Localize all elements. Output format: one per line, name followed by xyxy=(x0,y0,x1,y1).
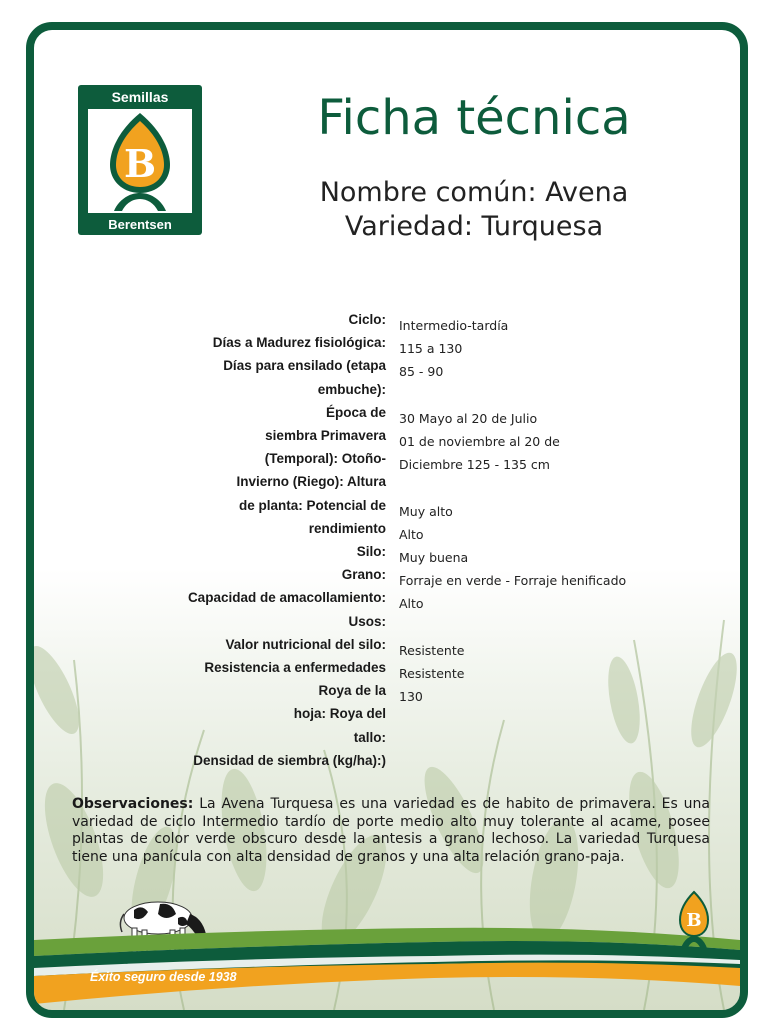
spec-label: Usos: xyxy=(348,613,386,629)
spec-value: Muy alto xyxy=(399,503,453,519)
spec-label: Resistencia a enfermedades xyxy=(204,660,386,676)
semillas-berentsen-logo xyxy=(78,85,202,235)
spec-value: 85 - 90 xyxy=(399,364,444,380)
spec-value xyxy=(399,476,679,499)
spec-value xyxy=(399,616,679,639)
spec-label: Días para ensilado (etapa embuche): xyxy=(223,358,386,397)
spec-label: hoja: Roya del xyxy=(293,706,386,722)
spec-value: Diciembre 125 - 135 cm xyxy=(399,457,550,473)
document-frame xyxy=(26,22,748,1018)
small-logo-letter: B xyxy=(686,910,702,931)
spec-label: Días a Madurez fisiológica: xyxy=(212,335,386,351)
spec-value: Muy buena xyxy=(399,550,469,566)
logo-emblem xyxy=(88,109,192,213)
spec-value: 01 de noviembre al 20 de xyxy=(399,434,560,450)
spec-value: Alto xyxy=(399,596,424,612)
spec-label: Grano: xyxy=(341,567,386,583)
observations-text: La Avena Turquesa es una variedad es de habito de primavera. Es una variedad de ciclo Intermedio tardío de porte medio alto muy tolerante al acame, posee plantas de color verde obscuro desde la antesis a grano lechoso. La variedad Turquesa tiene una panícula con alta densidad de granos y una alta relación grano-paja. xyxy=(72,796,710,865)
spec-value: Intermedio-tardía xyxy=(399,318,509,333)
spec-label: Capacidad de amacollamiento: xyxy=(187,590,386,606)
spec-value: Alto xyxy=(399,526,424,542)
footer-swoosh xyxy=(34,880,740,1010)
footer-slogan: Éxito seguro desde 1938 xyxy=(90,970,237,984)
observations-label: Observaciones: xyxy=(72,796,194,812)
berentsen-leaf-logo xyxy=(676,890,712,954)
variety-name: Variedad: Turquesa xyxy=(344,211,604,242)
spec-labels xyxy=(164,308,386,772)
spec-label: siembra Primavera xyxy=(265,428,386,444)
leaf-b-icon xyxy=(88,109,192,213)
spec-label: rendimiento xyxy=(308,520,386,536)
page-title: Ficha técnica xyxy=(317,90,631,146)
spec-values xyxy=(399,314,679,708)
spec-label: Silo: xyxy=(356,544,386,560)
spec-label: Roya de la xyxy=(318,683,386,699)
logo-top-text: Semillas xyxy=(111,89,169,105)
logo-letter: B xyxy=(123,141,157,186)
spec-value: Resistente xyxy=(399,642,465,658)
spec-value: 130 xyxy=(399,689,423,705)
spec-value: Resistente xyxy=(399,666,465,682)
spec-label: Densidad de siembra (kg/ha):) xyxy=(193,752,386,768)
spec-value xyxy=(399,384,679,407)
spec-value: 30 Mayo al 20 de Julio xyxy=(399,410,538,426)
spec-value: Forraje en verde - Forraje henificado xyxy=(399,573,627,589)
spec-label: (Temporal): Otoño- xyxy=(264,451,386,467)
spec-label: Época de xyxy=(325,404,386,420)
observations-paragraph xyxy=(72,796,710,866)
spec-label: Invierno (Riego): Altura xyxy=(236,474,386,490)
spec-label: Valor nutricional del silo: xyxy=(225,636,386,652)
spec-label: Ciclo: xyxy=(348,312,386,327)
common-name: Nombre común: Avena xyxy=(319,177,629,208)
spec-label: de planta: Potencial de xyxy=(238,497,386,513)
spec-label: tallo: xyxy=(353,729,386,745)
spec-value: 115 a 130 xyxy=(399,341,463,357)
page-subtitle xyxy=(264,176,684,244)
logo-bottom-text: Berentsen xyxy=(108,217,172,232)
